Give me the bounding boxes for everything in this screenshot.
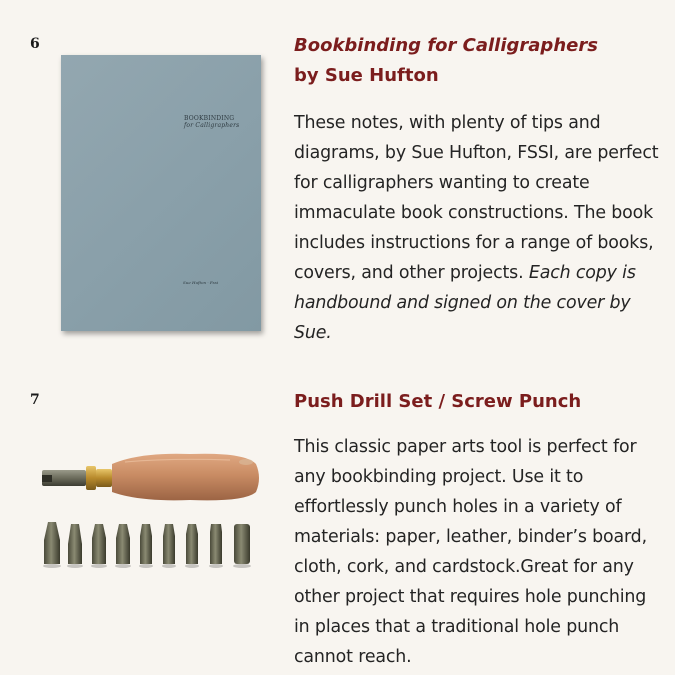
item-number: 6 [30, 36, 40, 52]
book-cover-title-main: BOOKBINDING [184, 115, 235, 122]
item-number: 7 [30, 392, 40, 408]
push-drill [42, 454, 259, 501]
item-title: Push Drill Set / Screw Punch [294, 391, 582, 412]
item-description [294, 108, 664, 348]
push-drill-set-image [30, 440, 270, 580]
item-description-italic: Each copy is handbound and signed on the cover by Sue. [294, 263, 636, 343]
book-cover-title-sub: for Calligraphers [184, 122, 240, 129]
book-cover-image [61, 55, 261, 331]
drill-bits [43, 522, 251, 568]
item-title [294, 31, 664, 91]
book-cover-title [184, 115, 239, 129]
item-title-italic: Bookbinding for Calligraphers [294, 35, 598, 56]
item-title-author: by Sue Hufton [294, 65, 439, 86]
book-cover-signature: Sue Hufton · Fssi [183, 280, 219, 285]
item-description: This classic paper arts tool is perfect for any bookbinding project. Use it to effortlessly punch holes in a variety of materials: paper, leather, binder’s board, cloth, cork, and cardstock.Great for any other project that requires hole punching in places that a traditional hole punch cannot reach. [294, 437, 647, 667]
item-description-text: These notes, with plenty of tips and diagrams, by Sue Hufton, FSSI, are perfect for calligraphers wanting to create immaculate book constructions. The book includes instructions for a range of books, covers, and other projects. [294, 113, 659, 283]
